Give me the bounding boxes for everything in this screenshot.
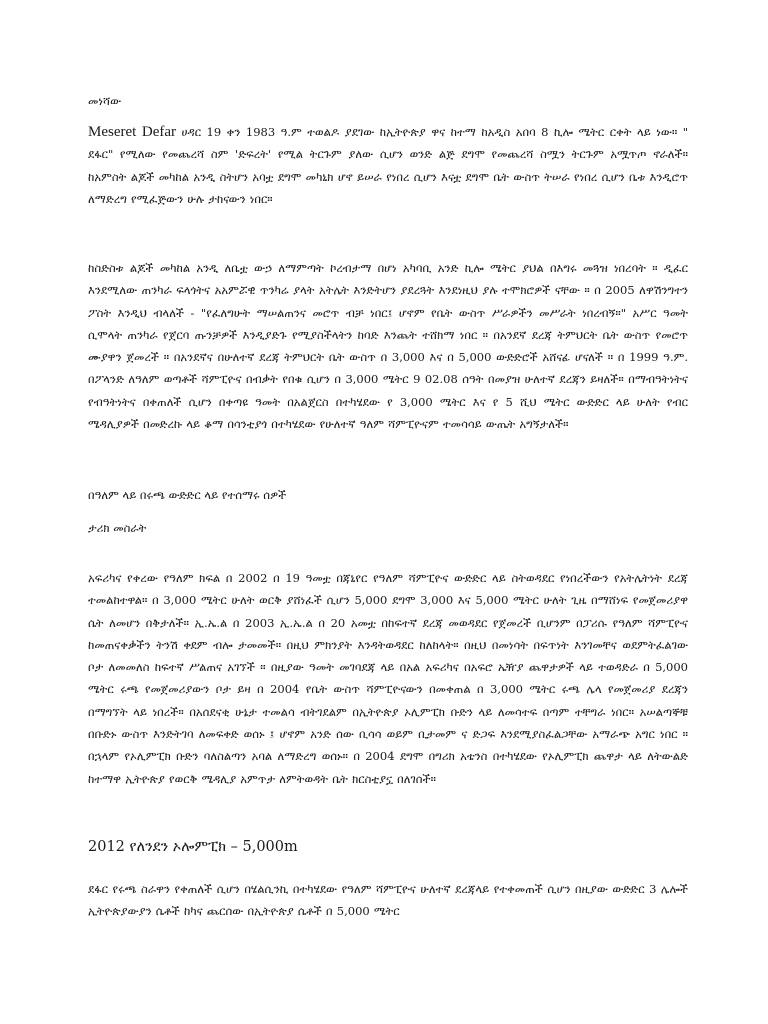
olympics-paragraph: ደፋር የሩጫ ስራዋን የቀጠለች ሲሆን በሄልሲንኪ በተካሄደው የዓለም ሻምፒዮና ሁለተኛ ደረጃላይ የተቀመጠች ሲሆን በዚያው ውድድር 3 ሌሎች ኢትዮጵያውያን ሴቶች ከካና ጨርሰው በኢትዮጵያ ሴቶች በ 5,000 ሜትር bbox=[88, 882, 688, 919]
athlete-name: Meseret Defar bbox=[88, 124, 177, 140]
early-life-paragraph: ከስድስቱ ልጆች መካከል አንዲ ለቤቷ ውኃ ለማምጣት ኮረብታማ በሆነ አካባቢ አንድ ኪሎ ሜትር ያህል በእግሩ መጓዝ ነበረባት ። ዲፈር እንደሚለው ጠንካራ ፍላጎትና አአምሯዊ ጥንካሬ ያላት አትሌት እንድትሆን ያደረጓት እንደነዚህ ያሉ ተሞክሮዎች ናቸው ። በ 2005 ለዋሽንግተን ፖስት እንዲህ ብላለች - "የፈለግሁት ማሠልጠንና መሮጥ ብቻ ነበር፤ ሆኖም የቤት ውስጥ ሥራዎችን መሥራት ነበረብኝ።" አሥር ዓመት ሲሞላት ጠንካራ የጀርባ ጡንቻዎች እንዲያድጉ የሚያስችላትን ከባድ እንጨት ተሸክማ ነበር ። በአንደኛ ደረጃ ትምህርት ቤት ውስጥ የመሮጥ ሙያዋን ጀመረች ። በአንደኛና በሁለተኛ ደረጃ ትምህርት ቤት ውስጥ በ 3,000 እና በ 5,000 ውድድሮች አሸናፊ ሆናለች ። በ 1999 ዓ.ም. በፖላንድ ለዓለም ወጣቶች ሻምፒዮና በብቃት የበቁ ሲሆን በ 3,000 ሜትር 9 02.08 ሰዓት በመያዝ ሁለተኛ ደረጃን ይዛለች። በማብዓትነትና የብዓትነትና በቀጠለች ሲሆን በቀጣዩ ዓመት በአልጀርስ በተካሄደው የ 3,000 ሜትር እና የ 5 ሺህ ሜትር ውድድር ላይ ሁለት የብር ሜዳሊያዎች በመድረኩ ላይ ቆማ በሳንቲያጎ በተካሄደው የሁለተኛ ዓለም ሻምፒዮናም ተመሳሳይ ውጤት አግኝታለች። bbox=[88, 261, 688, 432]
olympics-2012-heading: 2012 የለንደን ኦሎምፒክ – 5,000m bbox=[88, 839, 298, 855]
career-paragraph: አፍሪካና የቀረው የዓለም ክፍል በ 2002 በ 19 ዓመቷ በጃኒየር የዓለም ሻምፒዮና ውድድር ላይ ስትወዳደር የነበረችውን የአትሌትነት ደረጃ ተመልከተዋል። በ 3,000 ሜትር ሁለት ወርቅ ያሸነፈች ሲሆን 5,000 ደግሞ 3,000 እና 5,000 ሜትር ሁለት ጊዜ በማሸነፍ የመጀመሪያዋ ሴት ለመሆን በቅታለች። ኢ.ኤ.ል በ 2003 ኢ.ኤ.ል በ 20 አመቷ በከፍተኛ ደረጃ መወዳደር የጀመረች ቢሆንም በፓሪሱ የዓለም ሻምፒዮና ከመጠናቀቃችን ትንሽ ቀደም ብሎ ታመመች። በዚህ ምክንያት እንዳትወዳደር ከለከላት። በዚህ በመነሳት በፍጥነት እንገመቸና ወደምትፈልገው ቦታ ለመመለስ ከፍተኛ ሥልጠና አገኘች ። በዚያው ዓመት መገባደጃ ላይ በአል አፍሪካና በአፍሮ ኤዥያ ጨዋታዎች ላይ ተወዳድራ በ 5,000 ሜትር ሩጫ የመጀመሪያውን ቦታ ይዛ በ 2004 የቤት ውስጥ ሻምፒዮናውን በመቀጠል በ 3,000 ሜትር ሩጫ ሌላ የመጀመሪያ ደረጃን በማግኘት ላይ ነበረች። በአሰደናቂ ሁኔታ ተመልሳ ብትገደልም በኢትዮጵያ ኦሊምፒክ ቡድን ላይ ለመሳተፍ በጣም ተቸግራ ነበር። አሠልጣኞቹ በቡድኑ ውስጥ እንድትገባ ለመፍቀድ ወሰኑ ፤ ሆኖም አንድ ሰው ቢሳሳ ወይም ቢታመም ና ድጋፍ እንደሚያስፈልጋቸው አማራጭ አግር ነበር ። በኋላም የኦሊምፒክ ቡድን ባለስልጣን አባል ለማድረግ ወሰኑ። በ 2004 ደግሞ በግሪክ አቴንስ በተካሄደው የኦሊምፒክ ጨዋታ ላይ ለትውልድ ከተማዋ ኢትዮጵያ የወርቅ ሜዳሊያ አምጥታ ለምትወዳት ቤት ክርስቲያኗ በለገሰች። bbox=[88, 571, 688, 786]
career-heading: ታሪክ መስራት bbox=[88, 521, 147, 535]
intro-paragraph bbox=[88, 121, 688, 210]
world-records-heading: በዓለም ላይ በሩጫ ውድድር ላይ የተሰማሩ ሰዎች bbox=[88, 488, 287, 502]
intro-text: ሀዳር 19 ቀን 1983 ዓ.ም ተወልዶ ያደገው ከኢትዮጵያ ዋና ከተማ ከአዲስ አበባ 8 ኪሎ ሜትር ርቀት ላይ ነው። " ደፋር" የሚለው የመጨረሻ ስም 'ድፍረት' የሚል ትርጉም ያለው ሲሆን ወንድ ልጅ ደግሞ የመጨረሻ ስሟን ትርጉም አሟጥጦ ኖራለች። ከአምስት ልጆች መካከል አንዲ ስትሆን አባቷ ደግሞ መካኒክ ሆኖ ይሠራ የነበረ ሲሆን እናቷ ደግሞ ቤት ውስጥ ትሠራ የነበረ ሲሆን ቤቱ እንዲሮጥ ለማድረግ የሚፈጅውን ሁሉ ታከናውን ነበር። bbox=[88, 125, 689, 206]
section-title: መነሻው bbox=[88, 94, 122, 108]
